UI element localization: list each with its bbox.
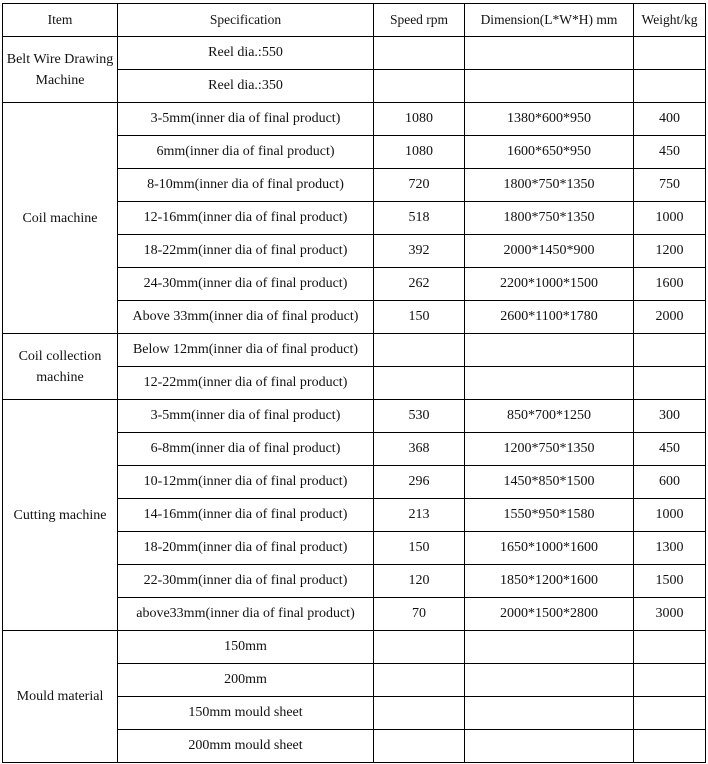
spec-cell: 6-8mm(inner dia of final product) — [118, 433, 374, 466]
weight-cell: 2000 — [634, 301, 706, 334]
weight-cell — [634, 697, 706, 730]
dimension-cell: 850*700*1250 — [465, 400, 634, 433]
spec-cell: 10-12mm(inner dia of final product) — [118, 466, 374, 499]
spec-cell: 200mm mould sheet — [118, 730, 374, 763]
weight-cell: 1200 — [634, 235, 706, 268]
dimension-cell: 1800*750*1350 — [465, 202, 634, 235]
spec-cell: Above 33mm(inner dia of final product) — [118, 301, 374, 334]
dimension-cell — [465, 730, 634, 763]
weight-cell — [634, 631, 706, 664]
weight-cell: 450 — [634, 433, 706, 466]
speed-cell: 1080 — [374, 103, 465, 136]
speed-cell: 150 — [374, 301, 465, 334]
spec-cell: 18-22mm(inner dia of final product) — [118, 235, 374, 268]
header-item: Item — [3, 4, 118, 37]
dimension-cell — [465, 37, 634, 70]
weight-cell: 1500 — [634, 565, 706, 598]
speed-cell: 150 — [374, 532, 465, 565]
item-cell: Cutting machine — [3, 400, 118, 631]
dimension-cell — [465, 697, 634, 730]
weight-cell: 450 — [634, 136, 706, 169]
spec-cell: 18-20mm(inner dia of final product) — [118, 532, 374, 565]
header-weight: Weight/kg — [634, 4, 706, 37]
speed-cell — [374, 697, 465, 730]
weight-cell — [634, 367, 706, 400]
speed-cell — [374, 334, 465, 367]
header-speed: Speed rpm — [374, 4, 465, 37]
dimension-cell: 1800*750*1350 — [465, 169, 634, 202]
spec-cell: 200mm — [118, 664, 374, 697]
dimension-cell: 1850*1200*1600 — [465, 565, 634, 598]
dimension-cell — [465, 367, 634, 400]
speed-cell: 368 — [374, 433, 465, 466]
spec-cell: Reel dia.:350 — [118, 70, 374, 103]
dimension-cell: 1380*600*950 — [465, 103, 634, 136]
speed-cell: 392 — [374, 235, 465, 268]
weight-cell: 3000 — [634, 598, 706, 631]
table-row — [3, 37, 706, 70]
spec-cell: 8-10mm(inner dia of final product) — [118, 169, 374, 202]
spec-cell: 12-22mm(inner dia of final product) — [118, 367, 374, 400]
spec-cell: above33mm(inner dia of final product) — [118, 598, 374, 631]
speed-cell: 262 — [374, 268, 465, 301]
machine-spec-table — [2, 3, 706, 763]
speed-cell — [374, 730, 465, 763]
dimension-cell: 1200*750*1350 — [465, 433, 634, 466]
spec-cell: 6mm(inner dia of final product) — [118, 136, 374, 169]
spec-cell: 14-16mm(inner dia of final product) — [118, 499, 374, 532]
speed-cell: 120 — [374, 565, 465, 598]
dimension-cell — [465, 70, 634, 103]
table-row — [3, 103, 706, 136]
weight-cell — [634, 70, 706, 103]
weight-cell — [634, 730, 706, 763]
spec-cell: 3-5mm(inner dia of final product) — [118, 400, 374, 433]
table-row — [3, 631, 706, 664]
dimension-cell — [465, 334, 634, 367]
table-row — [3, 334, 706, 367]
weight-cell: 1600 — [634, 268, 706, 301]
table-row — [3, 400, 706, 433]
speed-cell — [374, 664, 465, 697]
speed-cell: 720 — [374, 169, 465, 202]
speed-cell — [374, 631, 465, 664]
weight-cell — [634, 37, 706, 70]
speed-cell: 1080 — [374, 136, 465, 169]
dimension-cell: 2200*1000*1500 — [465, 268, 634, 301]
spec-cell: 24-30mm(inner dia of final product) — [118, 268, 374, 301]
dimension-cell: 1450*850*1500 — [465, 466, 634, 499]
item-cell: Mould material — [3, 631, 118, 763]
item-cell: Coil collection machine — [3, 334, 118, 400]
weight-cell: 1300 — [634, 532, 706, 565]
speed-cell — [374, 37, 465, 70]
weight-cell: 750 — [634, 169, 706, 202]
weight-cell: 600 — [634, 466, 706, 499]
dimension-cell: 2000*1500*2800 — [465, 598, 634, 631]
dimension-cell — [465, 631, 634, 664]
spec-cell: 150mm mould sheet — [118, 697, 374, 730]
speed-cell: 213 — [374, 499, 465, 532]
dimension-cell: 2000*1450*900 — [465, 235, 634, 268]
header-row — [3, 4, 706, 37]
spec-cell: 3-5mm(inner dia of final product) — [118, 103, 374, 136]
weight-cell — [634, 664, 706, 697]
speed-cell: 70 — [374, 598, 465, 631]
weight-cell: 1000 — [634, 202, 706, 235]
item-cell: Coil machine — [3, 103, 118, 334]
speed-cell: 518 — [374, 202, 465, 235]
header-dimension: Dimension(L*W*H) mm — [465, 4, 634, 37]
weight-cell: 1000 — [634, 499, 706, 532]
dimension-cell: 1600*650*950 — [465, 136, 634, 169]
speed-cell: 530 — [374, 400, 465, 433]
spec-cell: 150mm — [118, 631, 374, 664]
header-specification: Specification — [118, 4, 374, 37]
weight-cell: 400 — [634, 103, 706, 136]
dimension-cell: 1550*950*1580 — [465, 499, 634, 532]
spec-cell: Below 12mm(inner dia of final product) — [118, 334, 374, 367]
weight-cell: 300 — [634, 400, 706, 433]
weight-cell — [634, 334, 706, 367]
dimension-cell: 2600*1100*1780 — [465, 301, 634, 334]
spec-cell: Reel dia.:550 — [118, 37, 374, 70]
speed-cell: 296 — [374, 466, 465, 499]
speed-cell — [374, 367, 465, 400]
spec-cell: 22-30mm(inner dia of final product) — [118, 565, 374, 598]
item-cell: Belt Wire Drawing Machine — [3, 37, 118, 103]
table-body — [3, 37, 706, 763]
spec-cell: 12-16mm(inner dia of final product) — [118, 202, 374, 235]
speed-cell — [374, 70, 465, 103]
dimension-cell — [465, 664, 634, 697]
dimension-cell: 1650*1000*1600 — [465, 532, 634, 565]
